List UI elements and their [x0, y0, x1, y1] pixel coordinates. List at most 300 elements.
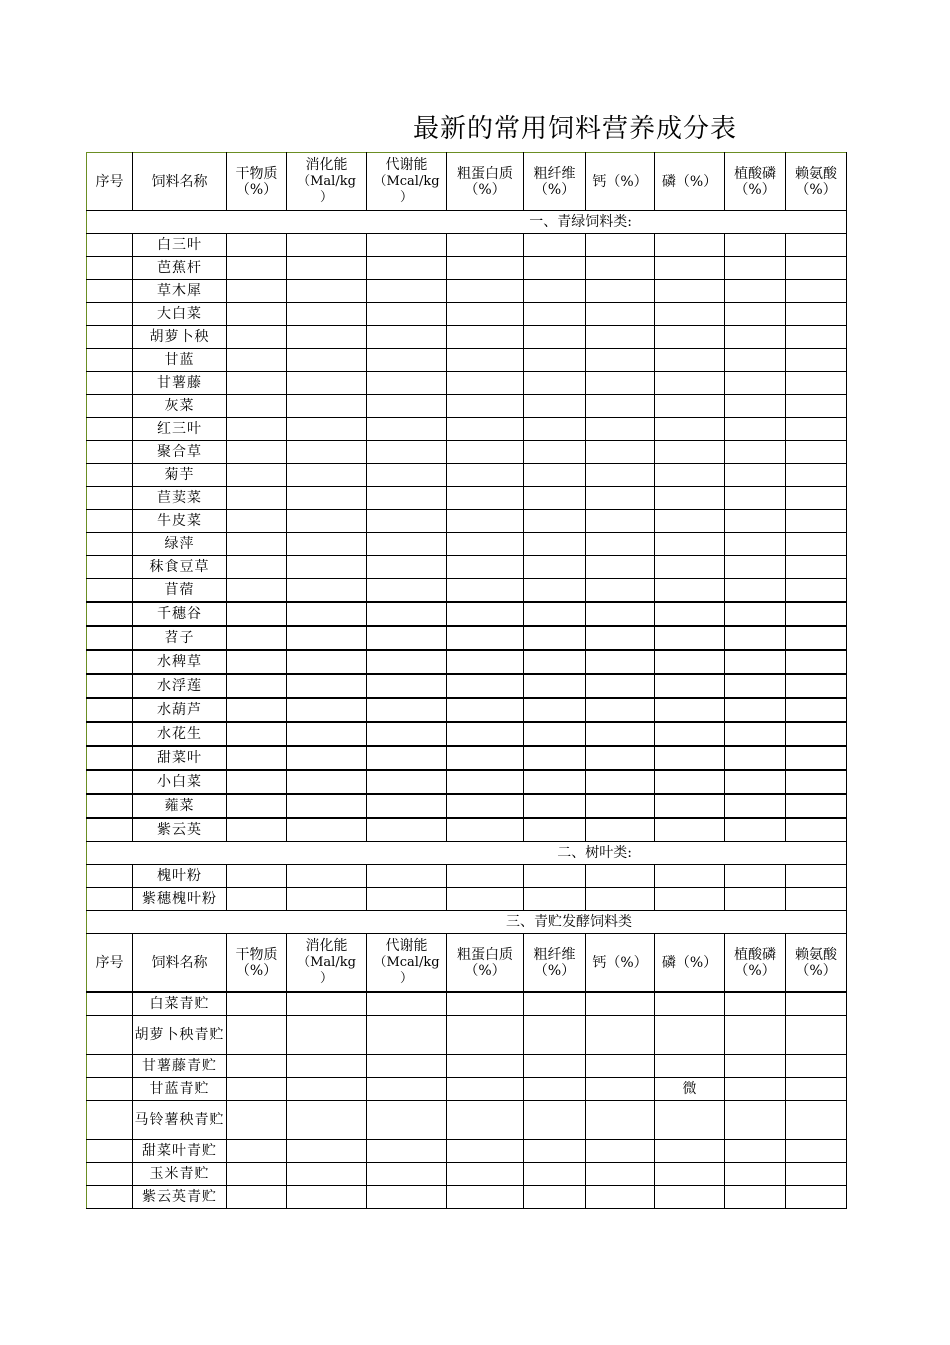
value-cell [367, 326, 447, 349]
feed-name-cell: 绿萍 [133, 533, 227, 556]
value-cell [227, 303, 287, 326]
value-cell [227, 865, 287, 888]
value-cell [586, 626, 655, 650]
seq-cell [87, 372, 133, 395]
value-cell [524, 372, 586, 395]
value-cell [287, 1163, 367, 1186]
value-cell [287, 992, 367, 1016]
feed-name-cell: 水浮莲 [133, 674, 227, 698]
value-cell [786, 770, 847, 794]
section-row [87, 211, 847, 234]
value-cell [524, 303, 586, 326]
seq-cell [87, 441, 133, 464]
value-cell [287, 533, 367, 556]
value-cell [367, 441, 447, 464]
value-cell [367, 602, 447, 626]
header-crude-fiber: 粗纤维 （%） [524, 934, 586, 993]
value-cell [655, 510, 725, 533]
header-name: 饲料名称 [133, 934, 227, 993]
value-cell [227, 794, 287, 818]
value-cell [287, 1101, 367, 1140]
value-cell [447, 770, 524, 794]
value-cell [227, 888, 287, 911]
value-cell [786, 579, 847, 603]
value-cell [655, 992, 725, 1016]
value-cell [786, 510, 847, 533]
header-calcium: 钙（%） [586, 934, 655, 993]
value-cell [786, 556, 847, 579]
seq-cell [87, 303, 133, 326]
seq-cell [87, 626, 133, 650]
value-cell [287, 1186, 367, 1209]
value-cell [447, 579, 524, 603]
value-cell [655, 395, 725, 418]
value-cell [524, 1078, 586, 1101]
value-cell [367, 1101, 447, 1140]
value-cell [287, 1016, 367, 1055]
value-cell [447, 464, 524, 487]
value-cell [586, 533, 655, 556]
value-cell [524, 698, 586, 722]
value-cell [725, 1163, 786, 1186]
value-cell [786, 234, 847, 257]
value-cell [367, 556, 447, 579]
value-cell [227, 556, 287, 579]
value-cell [524, 1101, 586, 1140]
feed-name-cell: 马铃薯秧青贮 [133, 1101, 227, 1140]
feed-name-cell: 玉米青贮 [133, 1163, 227, 1186]
value-cell [786, 865, 847, 888]
value-cell [524, 510, 586, 533]
value-cell [586, 722, 655, 746]
value-cell [655, 372, 725, 395]
value-cell [786, 722, 847, 746]
value-cell [586, 303, 655, 326]
value-cell [524, 992, 586, 1016]
value-cell [786, 888, 847, 911]
seq-cell [87, 1101, 133, 1140]
table-row [87, 698, 847, 722]
table-row [87, 865, 847, 888]
value-cell [655, 770, 725, 794]
value-cell [227, 418, 287, 441]
seq-cell [87, 888, 133, 911]
value-cell [287, 794, 367, 818]
seq-cell [87, 602, 133, 626]
value-cell [447, 722, 524, 746]
value-cell [786, 650, 847, 674]
feed-nutrition-table [86, 152, 847, 1209]
value-cell [586, 698, 655, 722]
value-cell [227, 1078, 287, 1101]
value-cell [786, 441, 847, 464]
value-cell [725, 579, 786, 603]
value-cell [786, 698, 847, 722]
table-row [87, 487, 847, 510]
page-title: 最新的常用饲料营养成分表 [412, 114, 737, 144]
value-cell [655, 487, 725, 510]
value-cell [287, 556, 367, 579]
value-cell [447, 349, 524, 372]
value-cell [786, 1186, 847, 1209]
value-cell [367, 349, 447, 372]
seq-cell [87, 1055, 133, 1078]
table-row [87, 418, 847, 441]
header-row [87, 934, 847, 993]
seq-cell [87, 464, 133, 487]
value-cell [725, 464, 786, 487]
value-cell [586, 888, 655, 911]
value-cell [367, 487, 447, 510]
header-seq: 序号 [87, 153, 133, 211]
header-digestible-energy: 消化能 （Mal/kg ） [287, 934, 367, 993]
value-cell [655, 626, 725, 650]
value-cell [367, 722, 447, 746]
value-cell [655, 698, 725, 722]
header-crude-protein: 粗蛋白质 （%） [447, 934, 524, 993]
value-cell [287, 674, 367, 698]
value-cell [447, 395, 524, 418]
value-cell [524, 1016, 586, 1055]
value-cell [447, 992, 524, 1016]
value-cell [655, 257, 725, 280]
value-cell [287, 650, 367, 674]
value-cell [227, 992, 287, 1016]
seq-cell [87, 349, 133, 372]
table-row [87, 579, 847, 603]
value-cell [227, 698, 287, 722]
value-cell [586, 602, 655, 626]
value-cell [227, 326, 287, 349]
value-cell [725, 257, 786, 280]
value-cell [447, 280, 524, 303]
value-cell [786, 1140, 847, 1163]
table-row [87, 650, 847, 674]
value-cell [287, 722, 367, 746]
value-cell [725, 888, 786, 911]
value-cell [447, 533, 524, 556]
value-cell [586, 464, 655, 487]
value-cell [447, 1186, 524, 1209]
value-cell [586, 746, 655, 770]
header-crude-protein: 粗蛋白质 （%） [447, 153, 524, 211]
value-cell [287, 372, 367, 395]
value-cell [524, 602, 586, 626]
seq-cell [87, 992, 133, 1016]
value-cell [447, 746, 524, 770]
value-cell [367, 372, 447, 395]
value-cell [586, 579, 655, 603]
value-cell [524, 865, 586, 888]
value-cell [586, 794, 655, 818]
value-cell [367, 794, 447, 818]
feed-name-cell: 大白菜 [133, 303, 227, 326]
value-cell [725, 234, 786, 257]
value-cell [586, 257, 655, 280]
value-cell [367, 257, 447, 280]
value-cell [725, 1078, 786, 1101]
value-cell [786, 372, 847, 395]
value-cell [524, 1163, 586, 1186]
feed-name-cell: 草木犀 [133, 280, 227, 303]
feed-name-cell: 甘蓝青贮 [133, 1078, 227, 1101]
value-cell [447, 626, 524, 650]
table-row [87, 257, 847, 280]
feed-name-cell: 甜菜叶 [133, 746, 227, 770]
value-cell [367, 1186, 447, 1209]
feed-name-cell: 小白菜 [133, 770, 227, 794]
feed-name-cell: 甘薯藤青贮 [133, 1055, 227, 1078]
value-cell [725, 992, 786, 1016]
table-row [87, 303, 847, 326]
value-cell [725, 280, 786, 303]
value-cell [586, 1163, 655, 1186]
table-row [87, 1078, 847, 1101]
section-label: 二、树叶类: [557, 845, 632, 861]
value-cell [524, 556, 586, 579]
section-label: 三、青贮发酵饲料类 [506, 914, 632, 930]
feed-name-cell: 苕子 [133, 626, 227, 650]
value-cell [447, 602, 524, 626]
value-cell [367, 888, 447, 911]
value-cell [524, 441, 586, 464]
table-row [87, 992, 847, 1016]
value-cell [725, 1186, 786, 1209]
value-cell [447, 865, 524, 888]
value-cell [725, 1101, 786, 1140]
value-cell [655, 1186, 725, 1209]
value-cell [367, 234, 447, 257]
value-cell [447, 372, 524, 395]
value-cell [655, 533, 725, 556]
value-cell [655, 579, 725, 603]
value-cell [367, 418, 447, 441]
value-cell [655, 326, 725, 349]
table-row [87, 722, 847, 746]
value-cell [524, 395, 586, 418]
value-cell [367, 770, 447, 794]
value-cell [655, 746, 725, 770]
value-cell [287, 418, 367, 441]
value-cell [447, 794, 524, 818]
value-cell [447, 698, 524, 722]
value-cell [227, 1016, 287, 1055]
value-cell [524, 579, 586, 603]
value-cell [367, 280, 447, 303]
value-cell [447, 441, 524, 464]
value-cell [725, 372, 786, 395]
seq-cell [87, 770, 133, 794]
value-cell [227, 818, 287, 842]
value-cell [655, 464, 725, 487]
value-cell [586, 1055, 655, 1078]
value-cell [287, 602, 367, 626]
value-cell [786, 280, 847, 303]
value-cell [725, 326, 786, 349]
value-cell [447, 1078, 524, 1101]
value-cell [367, 533, 447, 556]
value-cell [586, 1140, 655, 1163]
header-metabolizable-energy: 代谢能 （Mcal/kg ） [367, 934, 447, 993]
table-row [87, 770, 847, 794]
table-row [87, 372, 847, 395]
value-cell [524, 650, 586, 674]
table-row [87, 349, 847, 372]
value-cell [227, 602, 287, 626]
section-row [87, 842, 847, 865]
table-row [87, 1055, 847, 1078]
seq-cell [87, 257, 133, 280]
value-cell [227, 441, 287, 464]
value-cell [287, 280, 367, 303]
value-cell [655, 1163, 725, 1186]
feed-name-cell: 苣荬菜 [133, 487, 227, 510]
header-dry-matter: 干物质 （%） [227, 153, 287, 211]
table-row [87, 818, 847, 842]
seq-cell [87, 487, 133, 510]
value-cell [367, 579, 447, 603]
value-cell [287, 464, 367, 487]
value-cell [655, 602, 725, 626]
value-cell [786, 257, 847, 280]
value-cell [524, 257, 586, 280]
value-cell [367, 992, 447, 1016]
value-cell [725, 602, 786, 626]
value-cell [725, 349, 786, 372]
value-cell [725, 698, 786, 722]
value-cell [586, 418, 655, 441]
value-cell [367, 1078, 447, 1101]
seq-cell [87, 698, 133, 722]
value-cell [227, 1163, 287, 1186]
feed-name-cell: 胡萝卜秧 [133, 326, 227, 349]
section-label: 一、青绿饲料类: [529, 214, 632, 230]
seq-cell [87, 556, 133, 579]
value-cell [227, 395, 287, 418]
value-cell [655, 650, 725, 674]
value-cell [287, 818, 367, 842]
value-cell [524, 418, 586, 441]
value-cell [655, 818, 725, 842]
value-cell [586, 1186, 655, 1209]
value-cell [227, 510, 287, 533]
value-cell [447, 257, 524, 280]
table-row [87, 556, 847, 579]
value-cell [655, 418, 725, 441]
seq-cell [87, 1016, 133, 1055]
value-cell [586, 556, 655, 579]
value-cell [447, 326, 524, 349]
table-row [87, 794, 847, 818]
feed-name-cell: 槐叶粉 [133, 865, 227, 888]
value-cell [655, 1055, 725, 1078]
value-cell [287, 1140, 367, 1163]
value-cell [524, 280, 586, 303]
value-cell [655, 722, 725, 746]
seq-cell [87, 1186, 133, 1209]
value-cell [786, 464, 847, 487]
value-cell [227, 722, 287, 746]
value-cell [725, 533, 786, 556]
value-cell [287, 1055, 367, 1078]
table-row [87, 1016, 847, 1055]
value-cell [725, 650, 786, 674]
feed-name-cell: 水花生 [133, 722, 227, 746]
value-cell [227, 487, 287, 510]
value-cell [725, 1016, 786, 1055]
header-phytate-phosphorus: 植酸磷 （%） [725, 934, 786, 993]
seq-cell [87, 326, 133, 349]
table-row [87, 280, 847, 303]
value-cell [725, 510, 786, 533]
value-cell [524, 326, 586, 349]
value-cell [524, 722, 586, 746]
value-cell [725, 1055, 786, 1078]
feed-name-cell: 聚合草 [133, 441, 227, 464]
value-cell [367, 626, 447, 650]
value-cell [447, 818, 524, 842]
value-cell [725, 746, 786, 770]
value-cell [524, 533, 586, 556]
table-row [87, 674, 847, 698]
value-cell [725, 794, 786, 818]
value-cell [287, 510, 367, 533]
value-cell [287, 326, 367, 349]
value-cell [725, 865, 786, 888]
table-row [87, 326, 847, 349]
value-cell [524, 349, 586, 372]
feed-name-cell: 甜菜叶青贮 [133, 1140, 227, 1163]
value-cell [786, 674, 847, 698]
value-cell [287, 487, 367, 510]
value-cell [655, 865, 725, 888]
value-cell [227, 650, 287, 674]
value-cell [447, 888, 524, 911]
header-metabolizable-energy: 代谢能 （Mcal/kg ） [367, 153, 447, 211]
value-cell [725, 303, 786, 326]
value-cell [586, 280, 655, 303]
value-cell [367, 303, 447, 326]
table-row [87, 395, 847, 418]
value-cell [287, 626, 367, 650]
value-cell [586, 674, 655, 698]
value-cell [524, 626, 586, 650]
value-cell [447, 1055, 524, 1078]
value-cell [287, 395, 367, 418]
value-cell [227, 626, 287, 650]
value-cell [725, 674, 786, 698]
value-cell [786, 1055, 847, 1078]
value-cell [586, 1078, 655, 1101]
table-row [87, 234, 847, 257]
header-digestible-energy: 消化能 （Mal/kg ） [287, 153, 367, 211]
value-cell [586, 770, 655, 794]
table-row [87, 1140, 847, 1163]
value-cell [447, 1140, 524, 1163]
value-cell [786, 1078, 847, 1101]
value-cell [786, 303, 847, 326]
value-cell [524, 746, 586, 770]
value-cell [227, 234, 287, 257]
value-cell [367, 395, 447, 418]
value-cell [367, 1055, 447, 1078]
value-cell [786, 626, 847, 650]
value-cell [655, 349, 725, 372]
feed-name-cell: 甘薯藤 [133, 372, 227, 395]
seq-cell [87, 280, 133, 303]
value-cell [524, 818, 586, 842]
value-cell [786, 602, 847, 626]
